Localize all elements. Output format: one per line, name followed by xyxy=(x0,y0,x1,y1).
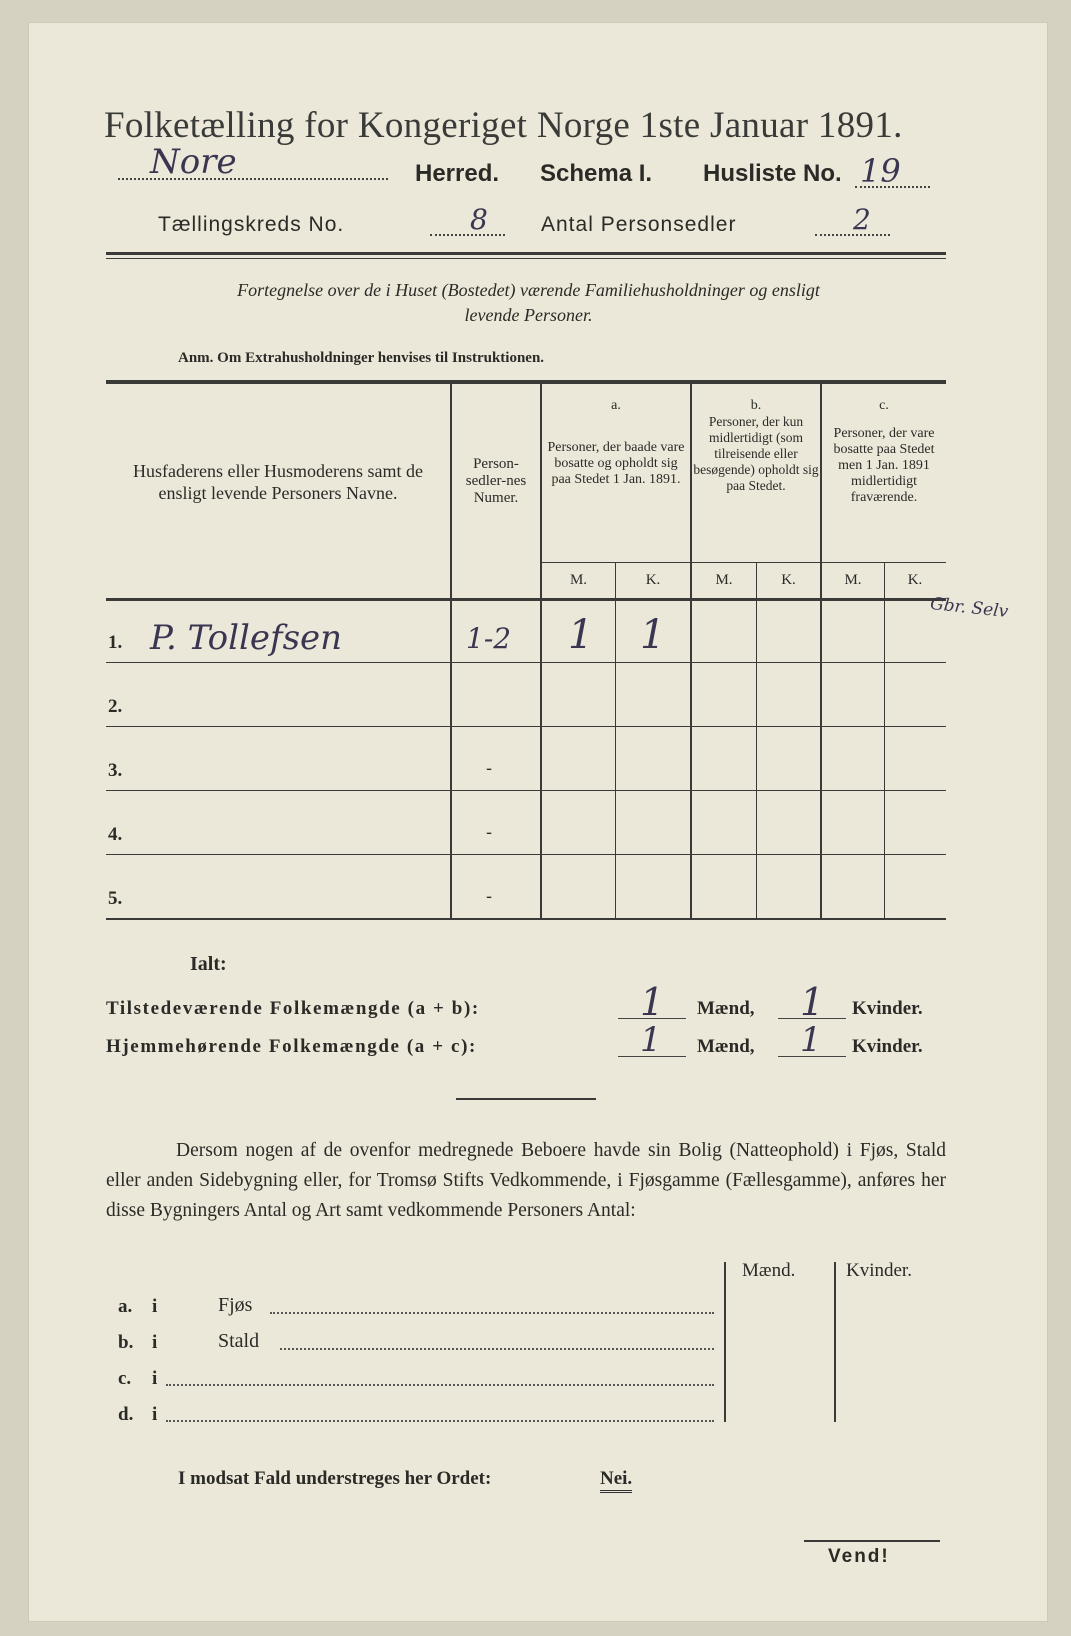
bolig-d-dots xyxy=(166,1420,714,1422)
hjemme-label: Hjemmehørende Folkemængde (a + c): xyxy=(106,1036,477,1057)
a-k-label: K. xyxy=(645,572,661,588)
bolig-d-i: i xyxy=(152,1404,158,1425)
col-header-c: Personer, der vare bosatte paa Stedet men 1 Jan. 1891 midlertidigt fraværende. xyxy=(833,426,935,505)
bolig-col-line-1 xyxy=(724,1262,726,1422)
col-a-letter: a. xyxy=(611,398,621,413)
col-c-letter: c. xyxy=(879,398,889,413)
bolig-c-dots xyxy=(166,1384,714,1386)
anm-note: Anm. Om Extrahusholdninger henvises til Instruktionen. xyxy=(178,350,545,366)
husliste-label: Husliste No. xyxy=(703,160,842,187)
hjemme-m-value: 1 xyxy=(640,1020,662,1060)
vend-label: Vend! xyxy=(828,1546,890,1567)
bolig-c-i: i xyxy=(152,1368,158,1389)
hjemme-kvinder: Kvinder. xyxy=(852,1036,923,1057)
bolig-paragraph: Dersom nogen af de ovenfor medregnede Beboere havde sin Bolig (Natteophold) i Fjøs, Stald eller anden Sidebygning eller, for Tromsø Stifts Vedkommende, i Fjøsgamme (Fællesgamme), anføres her disse Bygningers Antal og Art samt vedkommende Personers Antal: xyxy=(106,1140,946,1221)
schema-label: Schema I. xyxy=(540,160,653,187)
tilstede-m-value: 1 xyxy=(640,980,665,1024)
bolig-b-letter: b. xyxy=(118,1332,134,1353)
header-rule-thin xyxy=(106,258,946,259)
row-5-numer: - xyxy=(486,886,493,907)
col-header-names: Husfaderens eller Husmoderens samt de ensligt levende Personers Navne. xyxy=(133,461,423,503)
row-1-a-k: 1 xyxy=(640,612,666,658)
bolig-c-letter: c. xyxy=(118,1368,132,1389)
col-b-letter: b. xyxy=(750,398,762,413)
modsat-text: I modsat Fald understreges her Ordet: xyxy=(178,1468,492,1489)
a-m-label: M. xyxy=(569,572,588,588)
margin-note: Gbr. Selv xyxy=(929,593,1010,623)
col-line-c-mk xyxy=(884,562,885,918)
ialt-label: Ialt: xyxy=(190,953,227,975)
herred-label: Herred. xyxy=(415,160,500,187)
herred-value: Nore xyxy=(150,142,237,182)
personsedler-label: Antal Personsedler xyxy=(541,213,737,236)
bolig-a-letter: a. xyxy=(118,1296,133,1317)
col-header-numer: Person-sedler-nes Numer. xyxy=(465,456,527,506)
bolig-a-dots xyxy=(270,1312,714,1314)
nei-word: Nei. xyxy=(600,1468,632,1493)
c-m-label: M. xyxy=(844,572,862,588)
b-m-label: M. xyxy=(715,572,733,588)
header-rule xyxy=(106,252,946,255)
row-3-num: 3. xyxy=(108,760,123,781)
row-4-numer: - xyxy=(486,822,493,843)
census-form-page xyxy=(28,22,1048,1622)
row-5-num: 5. xyxy=(108,888,123,909)
b-k-label: K. xyxy=(781,572,796,588)
bolig-b-label: Stald xyxy=(218,1330,260,1352)
col-header-a: Personer, der baade vare bosatte og opholdt sig paa Stedet 1 Jan. 1891. xyxy=(547,440,685,487)
kreds-label: Tællingskreds No. xyxy=(158,213,345,236)
bolig-col-line-2 xyxy=(834,1262,836,1422)
bolig-b-i: i xyxy=(152,1332,158,1353)
bolig-a-i: i xyxy=(152,1296,158,1317)
bolig-b-dots xyxy=(280,1348,714,1350)
col-line-a xyxy=(540,384,542,918)
row-2-num: 2. xyxy=(108,696,123,717)
col-line-numer xyxy=(450,384,452,918)
tilstede-label: Tilstedeværende Folkemængde (a + b): xyxy=(106,998,480,1019)
bolig-maend-header: Mænd. xyxy=(742,1260,796,1281)
section-divider xyxy=(456,1098,596,1100)
row-3-numer: - xyxy=(486,758,493,779)
row-line-3 xyxy=(106,790,946,791)
tilstede-maend: Mænd, xyxy=(697,998,755,1019)
kreds-value: 8 xyxy=(470,203,488,236)
row-1-num: 1. xyxy=(108,632,123,653)
row-4-num: 4. xyxy=(108,824,123,845)
col-header-b: Personer, der kun midlertidigt (som tilreisende eller besøgende) opholdt sig paa Stedet. xyxy=(693,414,819,493)
col-line-b-mk xyxy=(756,562,757,918)
intro-line-2: levende Personer. xyxy=(464,305,593,325)
bolig-kvinder-header: Kvinder. xyxy=(846,1260,912,1281)
hjemme-maend: Mænd, xyxy=(697,1036,755,1057)
row-line-1 xyxy=(106,662,946,663)
bolig-a-label: Fjøs xyxy=(218,1294,253,1316)
intro-line-1: Fortegnelse over de i Huset (Bostedet) værende Familiehusholdninger og ensligt xyxy=(237,280,820,300)
tilstede-kvinder: Kvinder. xyxy=(852,998,923,1019)
row-line-2 xyxy=(106,726,946,727)
table-bottom-rule xyxy=(106,918,946,920)
row-1-numer: 1-2 xyxy=(466,622,512,655)
personsedler-value: 2 xyxy=(853,203,871,236)
row-line-4 xyxy=(106,854,946,855)
row-1-a-m: 1 xyxy=(568,612,594,658)
mk-subheader-rule xyxy=(540,562,946,563)
husliste-value: 19 xyxy=(860,152,901,190)
kreds-dotted-line xyxy=(430,234,505,236)
vend-rule xyxy=(804,1540,940,1542)
row-1-name: P. Tollefsen xyxy=(150,618,343,658)
form-title: Folketælling for Kongeriget Norge 1ste Januar 1891. xyxy=(104,105,903,146)
hjemme-k-value: 1 xyxy=(800,1020,822,1060)
col-line-a-mk xyxy=(615,562,616,918)
tilstede-k-value: 1 xyxy=(800,980,825,1024)
c-k-label: K. xyxy=(907,572,923,588)
bolig-d-letter: d. xyxy=(118,1404,134,1425)
